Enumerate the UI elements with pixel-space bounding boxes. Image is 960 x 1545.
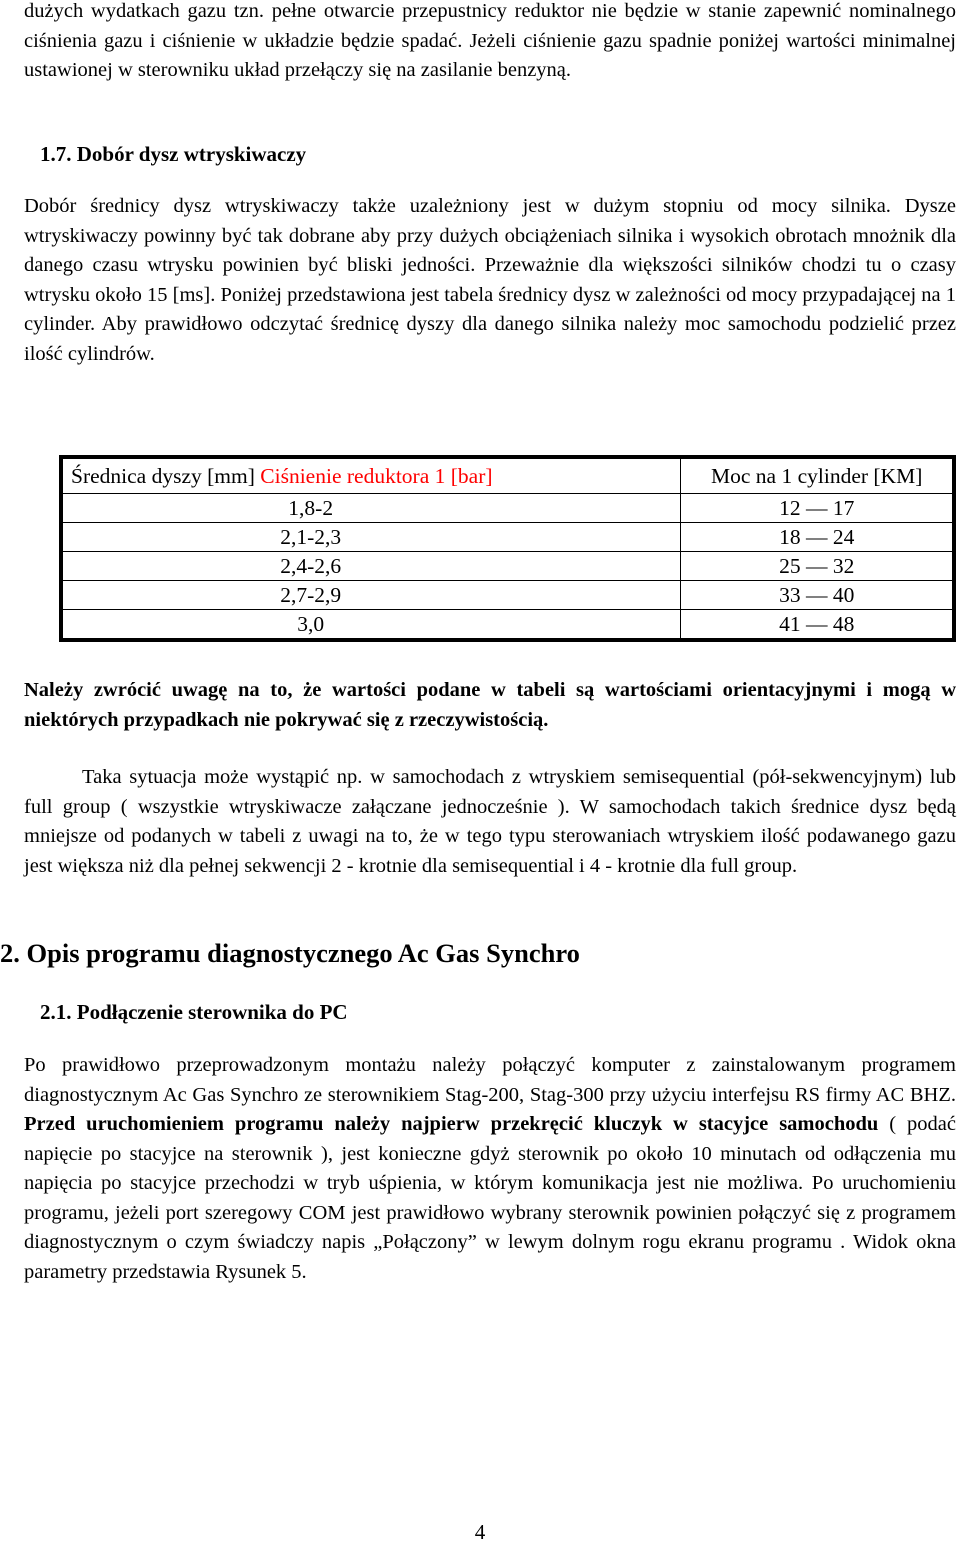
table-row bbox=[61, 552, 954, 581]
cell-power: 25 — 32 bbox=[681, 552, 954, 581]
table-header-row bbox=[61, 457, 954, 494]
cell-power: 18 — 24 bbox=[681, 523, 954, 552]
pc-connection-text-1: Po prawidłowo przeprowadzonym montażu należy połączyć komputer z zainstalowanym programem diagnostycznym Ac Gas Synchro ze sterownikiem Stag-200, Stag-300 przy użyciu interfejsu RS firmy AC BHZ. bbox=[24, 1054, 956, 1106]
page-number: 4 bbox=[474, 1520, 486, 1544]
section-heading-1-7: 1.7. Dobór dysz wtryskiwaczy bbox=[40, 142, 307, 166]
semisequential-paragraph bbox=[24, 763, 956, 881]
cell-diameter: 3,0 bbox=[61, 610, 681, 641]
table-row bbox=[61, 523, 954, 552]
pc-connection-text-2: ( podać napięcie po stacyjce na sterownik ), jest konieczne gdyż sterownik po około 10 minutach od odłączenia mu napięcia po stacyjce przechodzi w tryb uśpienia, w którym komunikacja jest nie możliwa. Po uruchomieniu programu, jeżeli port szeregowy COM jest prawidłowo wybrany sterownik powinien połączyć się z programem diagnostycznym o czym świadczy napis „Połączony” w lewym dolnym rogu ekranu programu . Widok okna parametry przedstawia Rysunek 5. bbox=[24, 1113, 956, 1283]
section-heading-2-1: 2.1. Podłączenie sterownika do PC bbox=[40, 1000, 348, 1024]
cell-diameter: 2,1-2,3 bbox=[61, 523, 681, 552]
table-row bbox=[61, 581, 954, 610]
table-row bbox=[61, 494, 954, 523]
cell-power: 12 — 17 bbox=[681, 494, 954, 523]
nozzle-diameter-table bbox=[59, 455, 956, 642]
cell-diameter: 2,4-2,6 bbox=[61, 552, 681, 581]
cell-power: 41 — 48 bbox=[681, 610, 954, 641]
cell-diameter: 2,7-2,9 bbox=[61, 581, 681, 610]
table-row bbox=[61, 610, 954, 641]
pc-connection-bold: Przed uruchomieniem programu należy najpierw przekręcić kluczyk w stacyjce samochodu bbox=[24, 1113, 879, 1135]
section-heading-2: 2. Opis programu diagnostycznego Ac Gas Synchro bbox=[0, 938, 580, 968]
header-pressure: Ciśnienie reduktora 1 [bar] bbox=[260, 463, 493, 488]
warning-paragraph: Należy zwrócić uwagę na to, że wartości podane w tabeli są wartościami orientacyjnymi i mogą w niektórych przypadkach nie pokrywać się z rzeczywistością. bbox=[24, 679, 956, 731]
nozzle-selection-paragraph: Dobór średnicy dysz wtryskiwaczy także uzależniony jest w dużym stopniu od mocy silnika. Dysze wtryskiwaczy powinny być tak dobrane aby przy dużych obciążeniach silnika i wysokich obrotach mnożnik dla danego czasu wtrysku powinien być bliski jedności. Przeważnie dla większości silników chodzi tu o czasy wtrysku około 15 [ms]. Poniżej przedstawiona jest tabela średnicy dysz w zależności od mocy przypadającej na 1 cylinder. Aby prawidłowo odczytać średnicę dyszy dla danego silnika należy moc samochodu podzielić przez ilość cylindrów. bbox=[24, 195, 956, 365]
header-diameter-pressure bbox=[61, 457, 681, 494]
header-diameter: Średnica dyszy [mm] bbox=[71, 463, 255, 488]
cell-power: 33 — 40 bbox=[681, 581, 954, 610]
pc-connection-paragraph bbox=[24, 1051, 956, 1287]
cell-diameter: 1,8-2 bbox=[61, 494, 681, 523]
intro-paragraph: dużych wydatkach gazu tzn. pełne otwarcie przepustnicy reduktor nie będzie w stanie zapewnić nominalnego ciśnienia gazu i ciśnienie w układzie będzie spadać. Jeżeli ciśnienie gazu spadnie poniżej wartości minimalnej ustawionej w sterowniku układ przełączy się na zasilanie benzyną. bbox=[24, 0, 956, 81]
semisequential-text: Taka sytuacja może wystąpić np. w samochodach z wtryskiem semisequential (pół-sekwencyjnym) lub full group ( wszystkie wtryskiwacze załączane jednocześnie ). W samochodach takich średnice dysz będą mniejsze od podanych w tabeli z uwagi na to, że w tego typu sterowaniach wtryskiem ilość podawanego gazu jest większa niż dla pełnej sekwencji 2 - krotnie dla semisequential i 4 - krotnie dla full group. bbox=[24, 766, 956, 877]
header-power: Moc na 1 cylinder [KM] bbox=[681, 457, 954, 494]
